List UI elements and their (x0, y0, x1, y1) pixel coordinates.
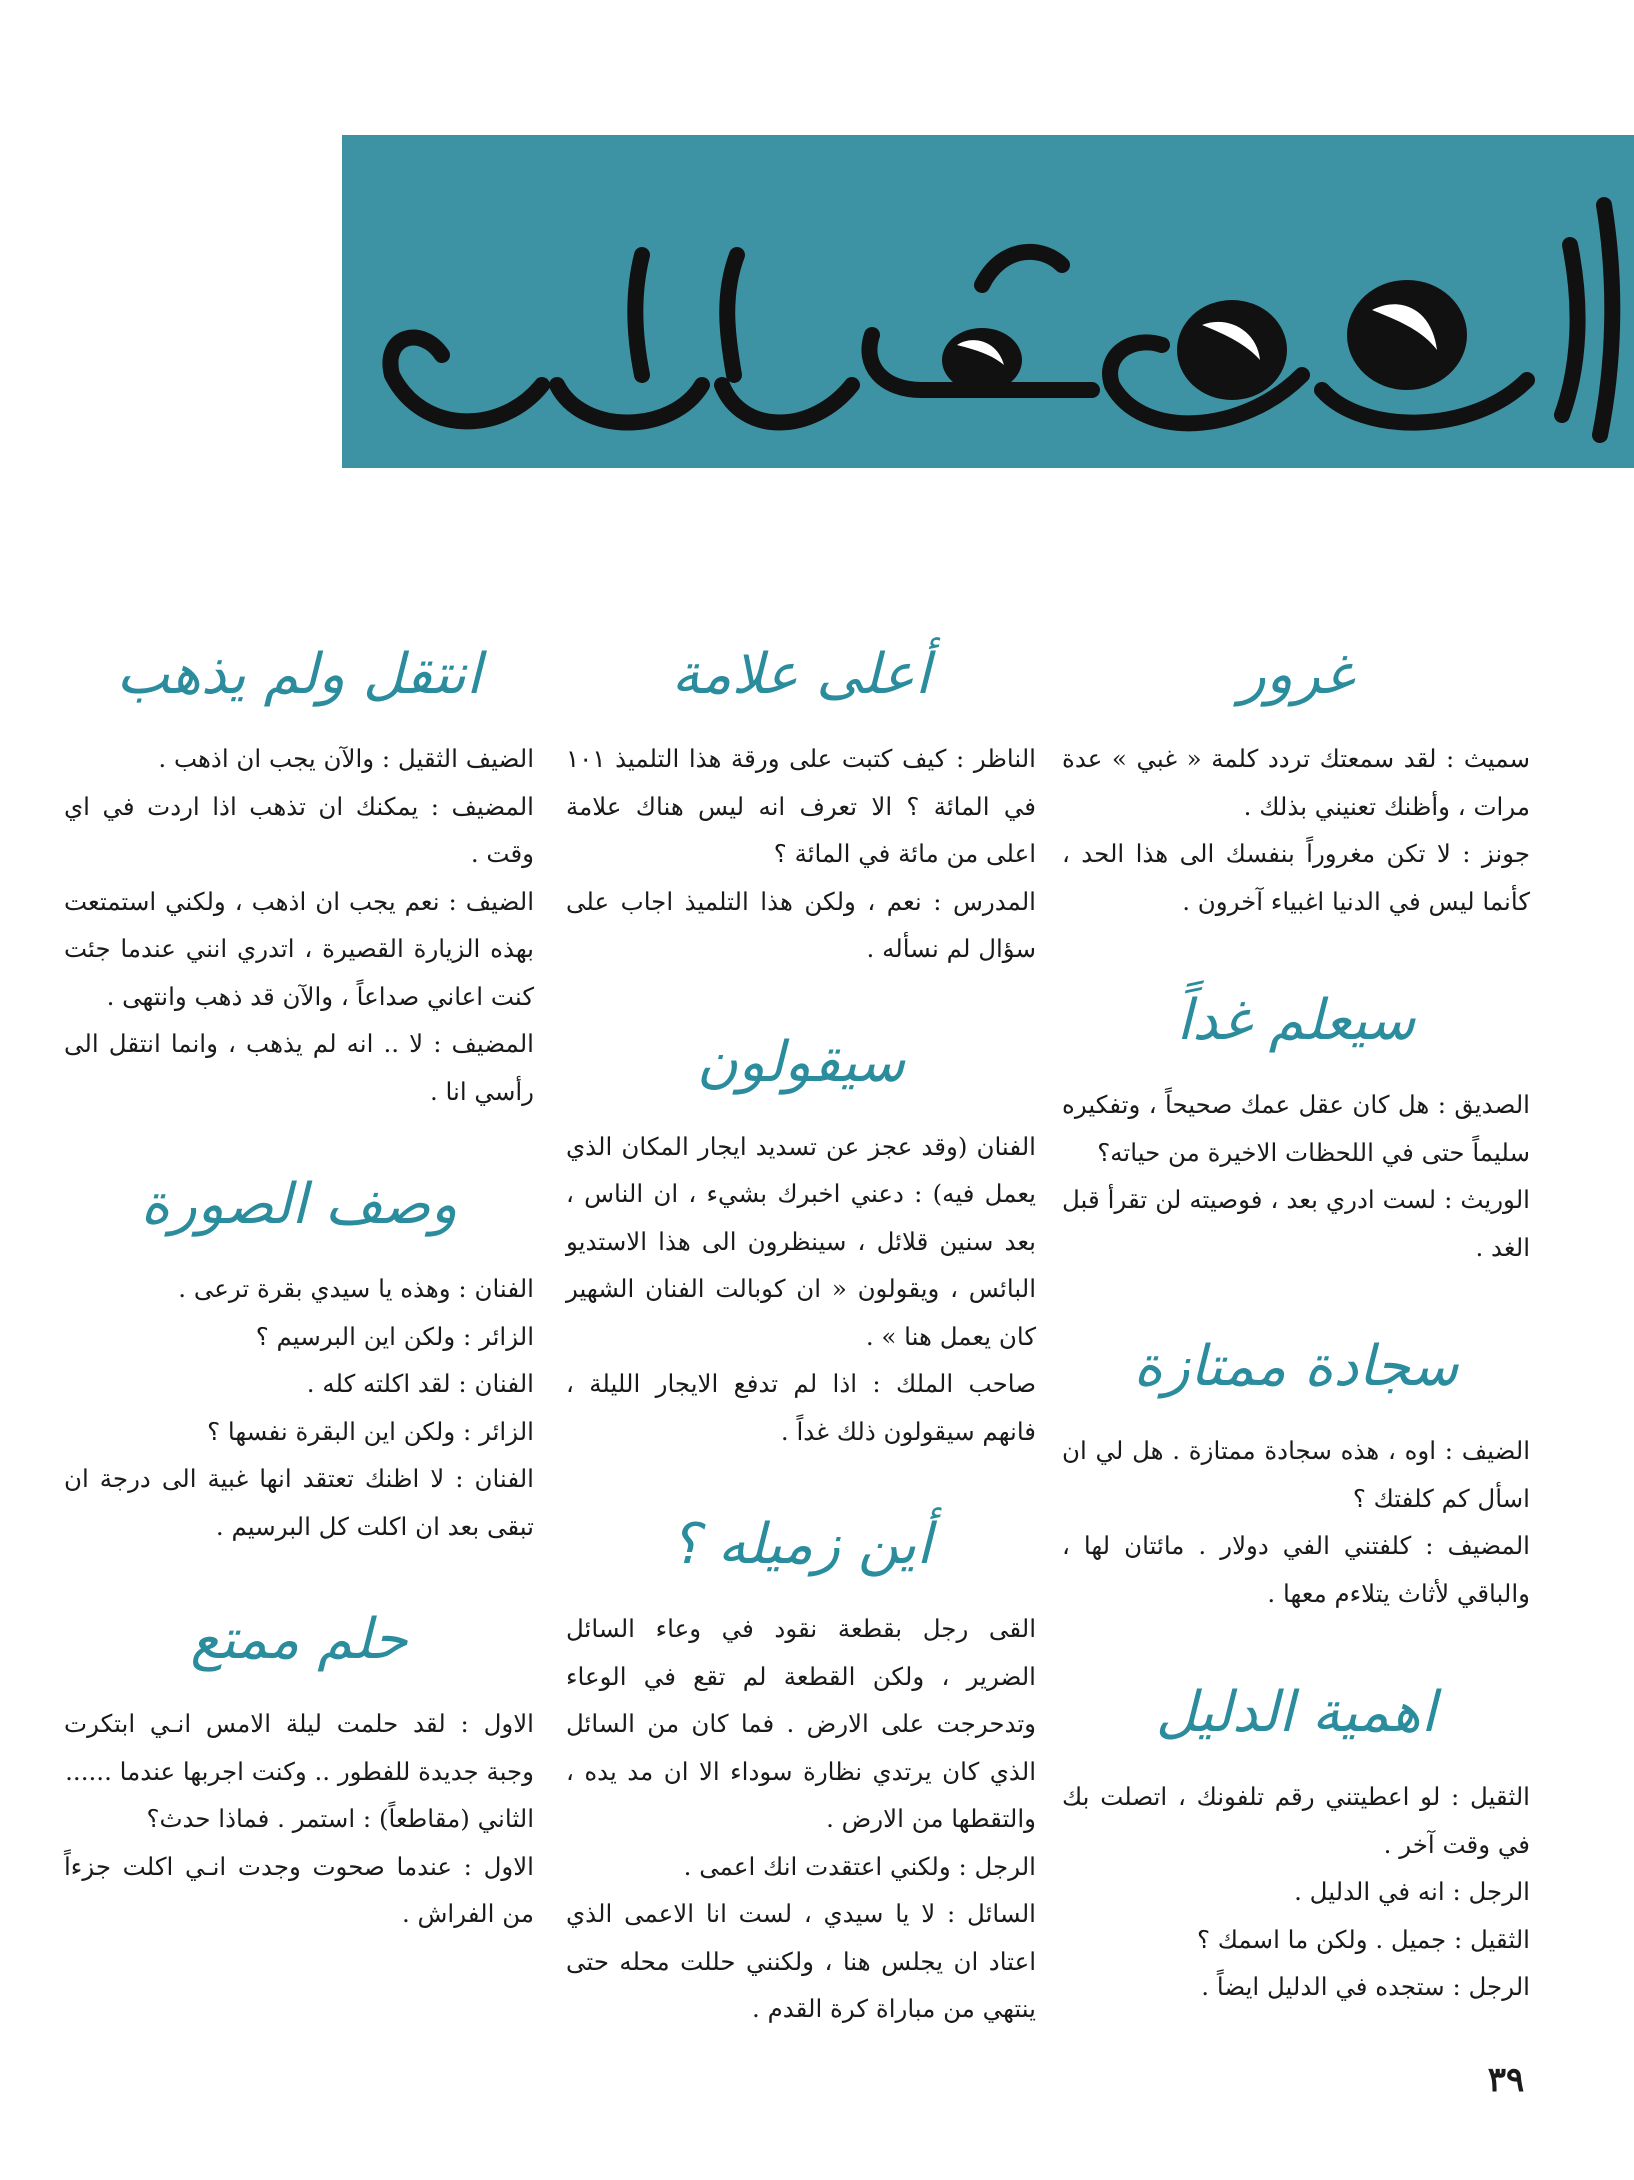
joke-paragraph: المضيف : كلفتني الفي دولار . مائتان لها ، والباقي لأثاث يتلاءم معها . (1062, 1531, 1530, 1608)
joke-paragraph: الرجل : انه في الدليل . (1294, 1877, 1530, 1906)
joke-heading: سيعلم غداً (1176, 988, 1416, 1053)
column-middle (566, 635, 1036, 2033)
joke-paragraph: السائل : لا يا سيدي ، لست انا الاعمى الذي اعتاد ان يجلس هنا ، ولكنني حللت محله حتى ينتهي من مباراة كرة القدم . (566, 1899, 1036, 2023)
joke-paragraph: الفنان : لقد اكلته كله . (306, 1369, 534, 1398)
joke-paragraph: الضيف : اوه ، هذه سجادة ممتازة . هل لي ان اسأل كم كلفتك ؟ (1062, 1436, 1530, 1513)
joke-heading: انتقل ولم يذهب (116, 642, 482, 707)
joke-paragraph: الاول : لقد حلمت ليلة الامس انـي ابتكرت وجبة جديدة للفطور .. وكنت اجربها عندما ...... (64, 1709, 534, 1786)
joke-heading: أين زميله ؟ (670, 1512, 932, 1577)
joke-they-will-say (566, 1023, 1036, 1456)
joke-picture-description (64, 1165, 534, 1550)
joke-highest-grade (566, 635, 1036, 973)
joke-heading: وصف الصورة (140, 1172, 458, 1237)
joke-directory (1062, 1673, 1530, 2011)
joke-paragraph: المضيف : يمكنك ان تذهب اذا اردت في اي وقت . (64, 791, 534, 868)
column-left (64, 635, 534, 1938)
joke-paragraph: الزائر : ولكن اين البرسيم ؟ (255, 1321, 534, 1351)
joke-paragraph: الثقيل : لو اعطيتني رقم تلفونك ، اتصلت بك في وقت آخر . (1062, 1782, 1530, 1859)
column-right (1062, 635, 1530, 2011)
joke-moved-not-gone (64, 635, 534, 1115)
joke-where-is-colleague (566, 1505, 1036, 2033)
joke-paragraph: القى رجل بقطعة نقود في وعاء السائل الضرير ، ولكن القطعة لم تقع في الوعاء وتدحرجت على الارض . فما كان من السائل الذي كان يرتدي نظارة سوداء الا ان مد يده ، والتقطها من الارض . (566, 1614, 1036, 1833)
joke-paragraph: الاول : عندما صحوت وجدت انـي اكلت جزءاً من الفراش . (64, 1851, 534, 1928)
title-banner (342, 135, 1634, 468)
joke-paragraph: الرجل : ستجده في الدليل ايضاً . (1201, 1972, 1530, 2001)
page-number: ٣٩ (1487, 2060, 1525, 2100)
joke-pleasant-dream (64, 1600, 534, 1938)
joke-paragraph: الثاني (مقاطعاً) : استمر . فماذا حدث؟ (146, 1804, 534, 1833)
joke-paragraph: الصديق : هل كان عقل عمك صحيحاً ، وتفكيره سليماً حتى في اللحظات الاخيرة من حياته؟ (1062, 1090, 1530, 1167)
joke-paragraph: الفنان : لا اظنك تعتقد انها غبية الى درجة ان تبقى بعد ان اكلت كل البرسيم . (64, 1464, 534, 1541)
joke-paragraph: الناظر : كيف كتبت على ورقة هذا التلميذ ١٠١ في المائة ؟ الا تعرف انه ليس هناك علامة اعلى من مائة في المائة ؟ (566, 744, 1036, 868)
joke-paragraph: جونز : لا تكن مغروراً بنفسك الى هذا الحد ، كأنما ليس في الدنيا اغبياء آخرون . (1062, 839, 1530, 916)
joke-paragraph: المدرس : نعم ، ولكن هذا التلميذ اجاب على سؤال لم نسأله . (566, 886, 1036, 963)
joke-heading: اهمية الدليل (1155, 1680, 1437, 1745)
joke-heading: أعلى علامة (671, 642, 931, 707)
joke-paragraph: الفنان : وهذه يا سيدي بقرة ترعى . (178, 1274, 534, 1303)
joke-heading: سيقولون (696, 1029, 906, 1095)
joke-paragraph: سميث : لقد سمعتك تردد كلمة « غبي » عدة مرات ، وأظنك تعنيني بذلك . (1062, 744, 1530, 821)
joke-heading: غرور (1238, 642, 1354, 707)
joke-heading: حلم ممتع (190, 1607, 408, 1672)
joke-paragraph: الضيف : نعم يجب ان اذهب ، ولكني استمتعت بهذه الزيارة القصيرة ، اتدري انني عندما جئت كنت اعاني صداعاً ، والآن قد ذهب وانتهى . (64, 886, 534, 1011)
joke-paragraph: الثقيل : جميل . ولكن ما اسمك ؟ (1196, 1924, 1530, 1954)
joke-will-know-tomorrow (1062, 981, 1530, 1271)
joke-vanity (1062, 635, 1530, 925)
joke-heading: سجادة ممتازة (1133, 1334, 1459, 1399)
title-calligraphy (342, 135, 1634, 468)
joke-paragraph: الزائر : ولكن اين البقرة نفسها ؟ (207, 1416, 534, 1446)
joke-paragraph: الرجل : ولكني اعتقدت انك اعمى . (683, 1851, 1036, 1881)
joke-paragraph: الوريث : لست ادري بعد ، فوصيته لن تقرأ قبل الغد . (1062, 1185, 1530, 1262)
joke-paragraph: المضيف : لا .. انه لم يذهب ، وانما انتقل الى رأسي انا . (64, 1029, 534, 1106)
joke-paragraph: الفنان (وقد عجز عن تسديد ايجار المكان الذي يعمل فيه) : دعني اخبرك بشيء ، ان الناس ، بعد سنين قلائل ، سينظرون الى هذا الاستديو البائس ، ويقولون « ان كوبالت الفنان الشهير كان يعمل هنا » . (566, 1131, 1036, 1351)
joke-paragraph: الضيف الثقيل : والآن يجب ان اذهب . (158, 744, 534, 773)
joke-excellent-rug (1062, 1327, 1530, 1617)
joke-paragraph: صاحب الملك : اذا لم تدفع الايجار الليلة ، فانهم سيقولون ذلك غداً . (566, 1369, 1036, 1446)
